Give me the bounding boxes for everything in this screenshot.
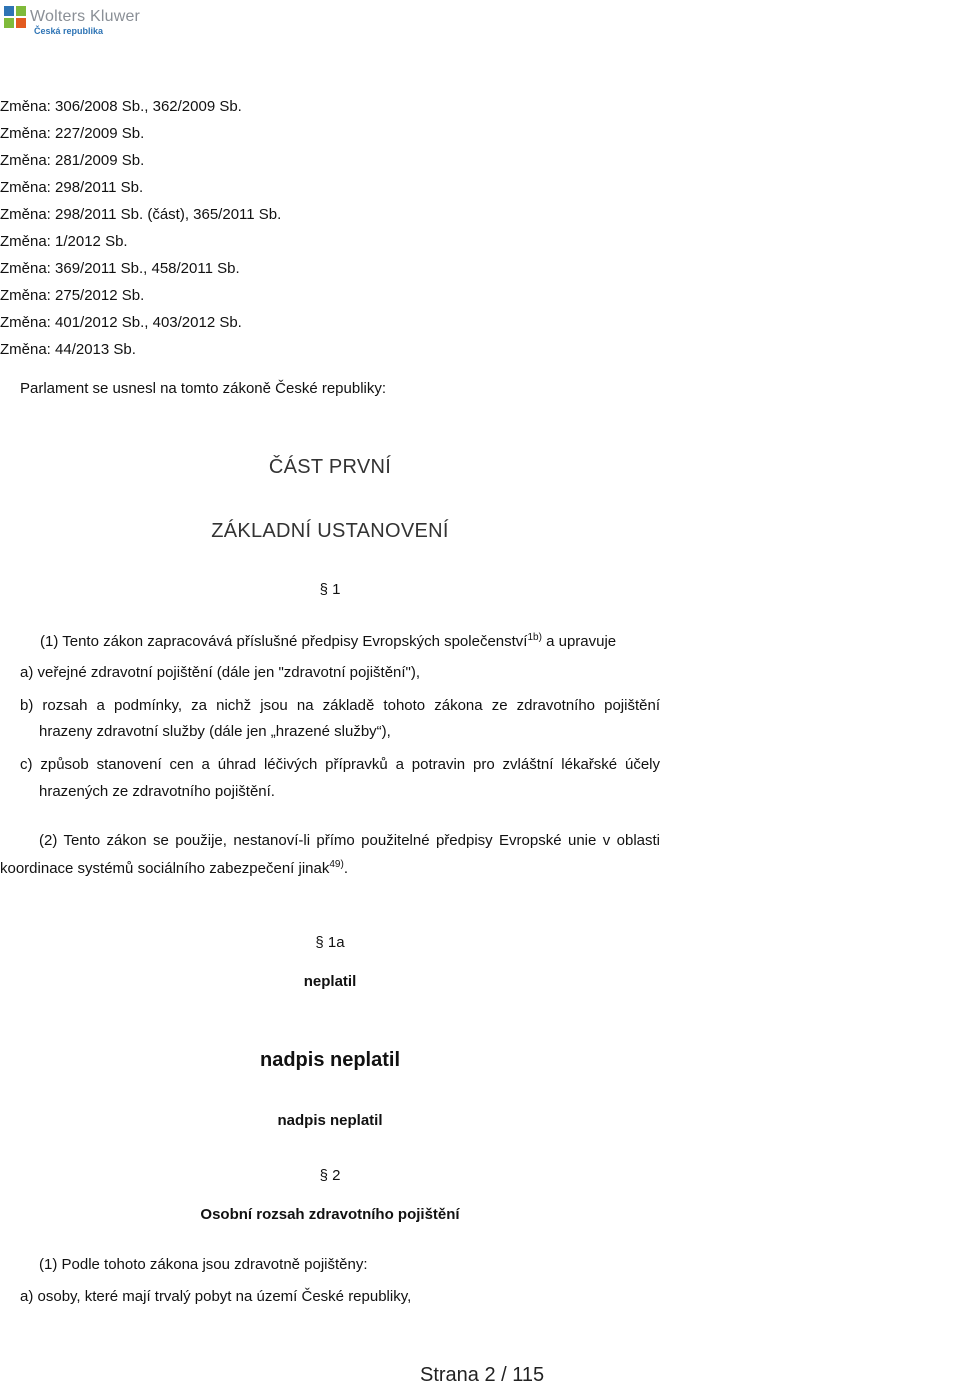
footnote-ref: 1b) <box>527 632 542 643</box>
amendment-line: Změna: 298/2011 Sb. <box>0 179 144 196</box>
sec1-p2-line2 <box>0 860 348 877</box>
amendment-line: Změna: 275/2012 Sb. <box>0 287 145 304</box>
heading-small: nadpis neplatil <box>277 1112 383 1129</box>
logo-brand-text: Wolters Kluwer <box>30 8 141 25</box>
section-mark-2: § 2 <box>319 1167 341 1184</box>
page-number: Strana 2 / 115 <box>420 1364 545 1386</box>
amendment-line: Změna: 1/2012 Sb. <box>0 233 128 250</box>
heading-big: nadpis neplatil <box>259 1049 401 1071</box>
part-title: ČÁST PRVNÍ <box>268 456 392 478</box>
logo-sub-text: Česká republika <box>34 26 104 36</box>
sec2-title: Osobní rozsah zdravotního pojištění <box>200 1206 460 1223</box>
sec1-item-b-line2: hrazeny zdravotní služby (dále jen „hrazené služby“), <box>39 723 391 740</box>
logo-mark-icon <box>4 6 26 28</box>
amendment-line: Změna: 227/2009 Sb. <box>0 125 145 142</box>
part-subtitle: ZÁKLADNÍ USTANOVENÍ <box>211 520 449 542</box>
sec1-item-c-line1: c) způsob stanovení cen a úhrad léčivých přípravků a potravin pro zvláštní lékařské účely <box>20 756 660 773</box>
amendment-line: Změna: 44/2013 Sb. <box>0 341 136 358</box>
sec2-item-a: a) osoby, které mají trvalý pobyt na území České republiky, <box>20 1288 412 1305</box>
amendment-line: Změna: 281/2009 Sb. <box>0 152 145 169</box>
sec1-p1-text: (1) Tento zákon zapracovává příslušné předpisy Evropských společenství <box>40 633 528 650</box>
sec1a-note: neplatil <box>303 973 357 990</box>
sec1-item-c-line2: hrazených ze zdravotního pojištění. <box>39 783 275 800</box>
section-mark-1a: § 1a <box>315 934 345 951</box>
amendment-line: Změna: 401/2012 Sb., 403/2012 Sb. <box>0 314 242 331</box>
section-mark-1: § 1 <box>319 581 341 598</box>
wolters-kluwer-logo <box>4 4 144 36</box>
footnote-ref: 49) <box>329 859 344 870</box>
amendment-line: Změna: 369/2011 Sb., 458/2011 Sb. <box>0 260 240 277</box>
sec1-p2-tail: . <box>343 860 348 877</box>
sec1-item-a: a) veřejné zdravotní pojištění (dále jen "zdravotní pojištění"), <box>20 664 421 681</box>
sec1-paragraph-1 <box>40 633 616 650</box>
sec2-paragraph-1: (1) Podle tohoto zákona jsou zdravotně pojištěny: <box>39 1256 368 1273</box>
sec1-p2-line1: (2) Tento zákon se použije, nestanoví-li přímo použitelné předpisy Evropské unie v oblasti <box>39 832 660 849</box>
amendment-line: Změna: 298/2011 Sb. (část), 365/2011 Sb. <box>0 206 282 223</box>
sec1-p2-text: koordinace systémů sociálního zabezpečení jinak <box>0 860 330 877</box>
preamble: Parlament se usnesl na tomto zákoně České republiky: <box>20 380 387 397</box>
amendment-line: Změna: 306/2008 Sb., 362/2009 Sb. <box>0 98 242 115</box>
sec1-p1-tail: a upravuje <box>541 633 617 650</box>
sec1-item-b-line1: b) rozsah a podmínky, za nichž jsou na základě tohoto zákona ze zdravotního pojištění <box>20 697 660 714</box>
